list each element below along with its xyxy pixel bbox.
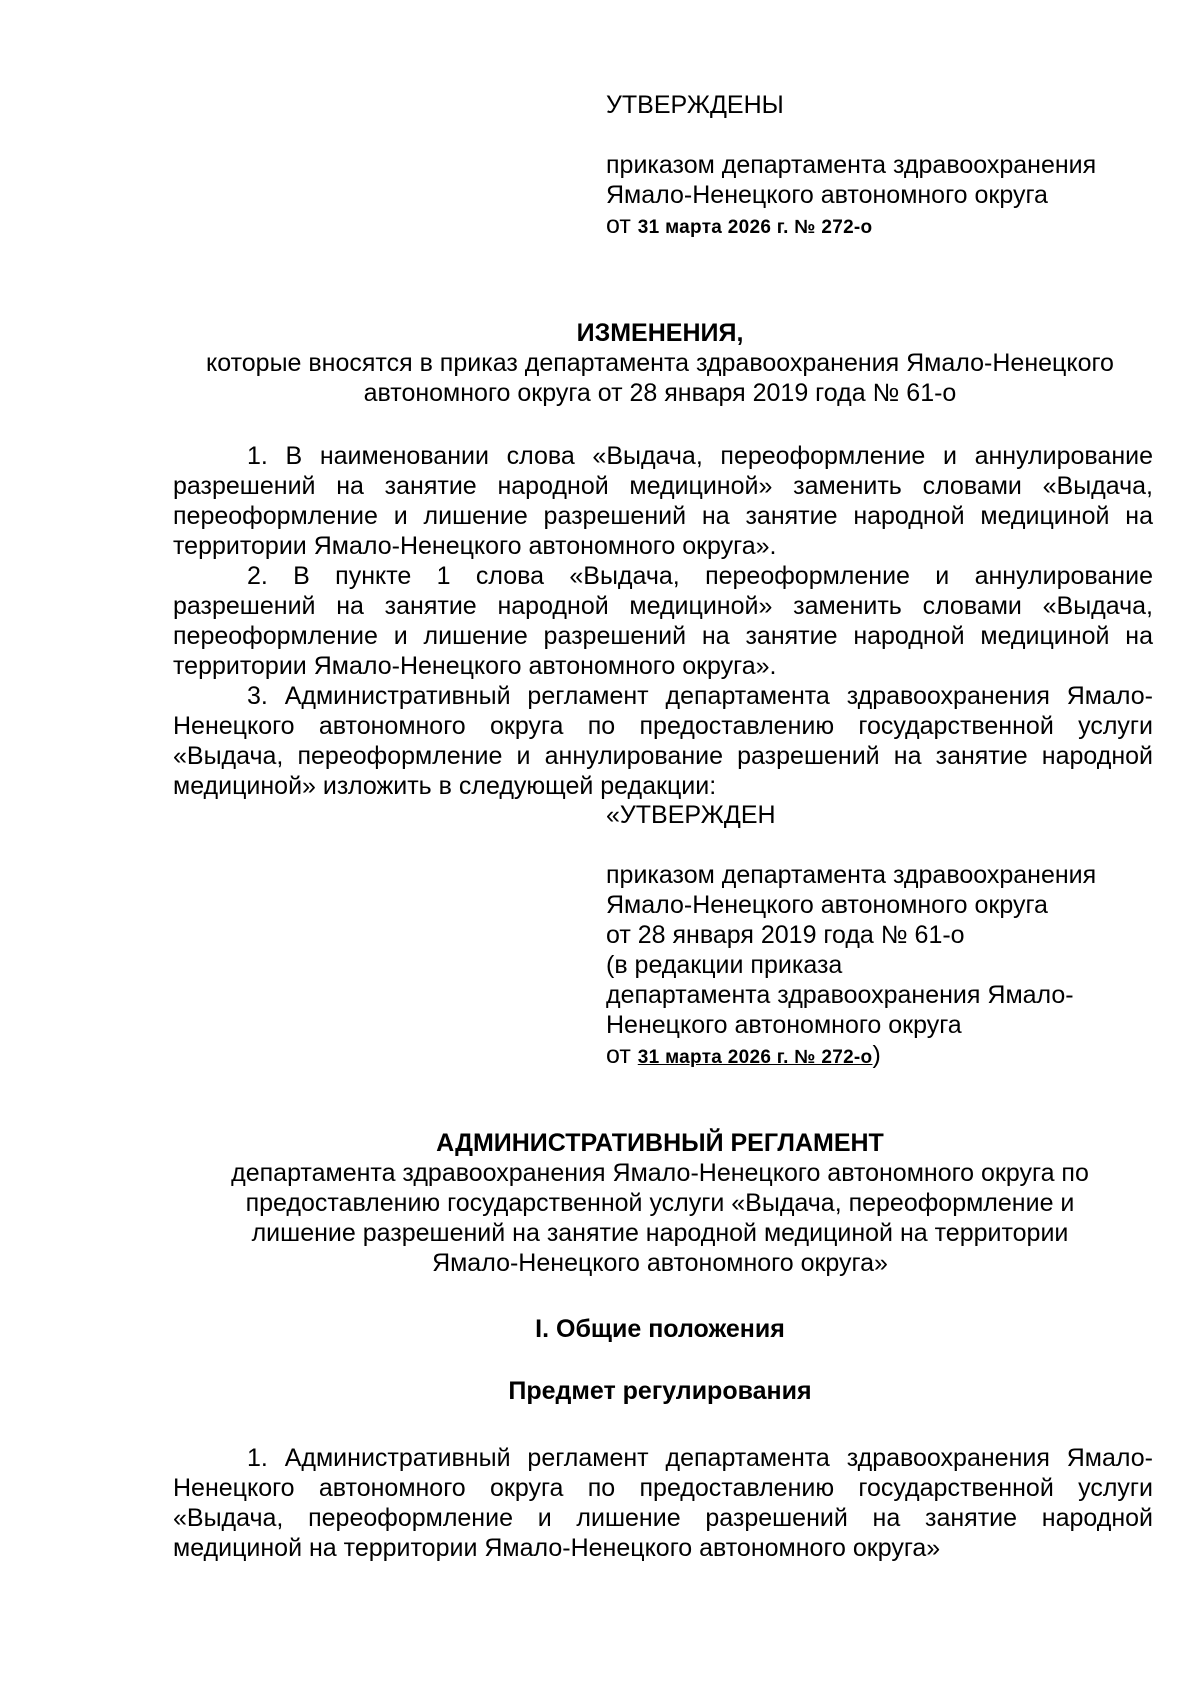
approval-line: Ненецкого автономного округа: [606, 1011, 962, 1039]
regulation-subtitle-line: лишение разрешений на занятие народной медициной на территории: [251, 1219, 1069, 1247]
regulation-subtitle-line: Ямало-Ненецкого автономного округа»: [432, 1249, 888, 1277]
approval-block-top: [606, 90, 1096, 243]
regulation-subtitle-line: департамента здравоохранения Ямало-Ненецкого автономного округа по: [231, 1159, 1089, 1187]
changes-title: ИЗМЕНЕНИЯ,: [576, 319, 744, 347]
changes-header: [160, 318, 1160, 408]
section-title-block: [160, 1314, 1160, 1344]
regulation-header: [160, 1128, 1160, 1278]
approval-date-line: [606, 1040, 1096, 1073]
section-title: I. Общие положения: [535, 1315, 785, 1343]
approval-heading: УТВЕРЖДЕНЫ: [606, 91, 784, 119]
approval-line: департамента здравоохранения Ямало-: [606, 981, 1074, 1009]
changes-items: [173, 441, 1153, 801]
change-item: 2. В пункте 1 слова «Выдача, переоформление и аннулирование разрешений на занятие народной медициной» заменить словами «Выдача, переоформление и лишение разрешений на занятие народной медициной на территории Ямало-Ненецкого автономного округа».: [173, 562, 1153, 680]
regulation-title: АДМИНИСТРАТИВНЫЙ РЕГЛАМЕНТ: [436, 1129, 884, 1157]
section-subtitle-block: [160, 1376, 1160, 1406]
approval-line: от 28 января 2019 года № 61-о: [606, 921, 965, 949]
approval-line: (в редакции приказа: [606, 951, 843, 979]
section-body: [173, 1443, 1153, 1563]
approval-block-inner: [606, 800, 1096, 1073]
approval-heading: «УТВЕРЖДЕН: [606, 801, 776, 829]
section-paragraph: 1. Административный регламент департамента здравоохранения Ямало-Ненецкого автономного округа по предоставлению государственной услуги «Выдача, переоформление и лишение разрешений на занятие народной медициной на территории Ямало-Ненецкого автономного округа»: [173, 1444, 1153, 1562]
approval-date-prefix: от: [606, 211, 631, 239]
changes-subtitle-line: которые вносятся в приказ департамента здравоохранения Ямало-Ненецкого: [206, 349, 1114, 377]
section-subtitle: Предмет регулирования: [508, 1377, 812, 1405]
approval-line: приказом департамента здравоохранения: [606, 151, 1097, 179]
approval-date-value: 31 марта 2026 г. № 272-о: [637, 217, 873, 238]
approval-date-line: [606, 210, 1096, 243]
approval-date-value: 31 марта 2026 г. № 272-о: [637, 1047, 873, 1068]
approval-date-prefix: от: [606, 1041, 631, 1069]
approval-line: приказом департамента здравоохранения: [606, 861, 1097, 889]
approval-date-suffix: ): [872, 1041, 881, 1069]
approval-line: Ямало-Ненецкого автономного округа: [606, 891, 1048, 919]
regulation-subtitle-line: предоставлению государственной услуги «Выдача, переоформление и: [245, 1189, 1075, 1217]
change-item: 1. В наименовании слова «Выдача, переоформление и аннулирование разрешений на занятие народной медициной» заменить словами «Выдача, переоформление и лишение разрешений на занятие народной медициной на территории Ямало-Ненецкого автономного округа».: [173, 442, 1153, 560]
approval-line: Ямало-Ненецкого автономного округа: [606, 181, 1048, 209]
change-item: 3. Административный регламент департамента здравоохранения Ямало-Ненецкого автономного округа по предоставлению государственной услуги «Выдача, переоформление и аннулирование разрешений на занятие народной медициной» изложить в следующей редакции:: [173, 682, 1153, 800]
changes-subtitle-line: автономного округа от 28 января 2019 года № 61-о: [363, 379, 957, 407]
